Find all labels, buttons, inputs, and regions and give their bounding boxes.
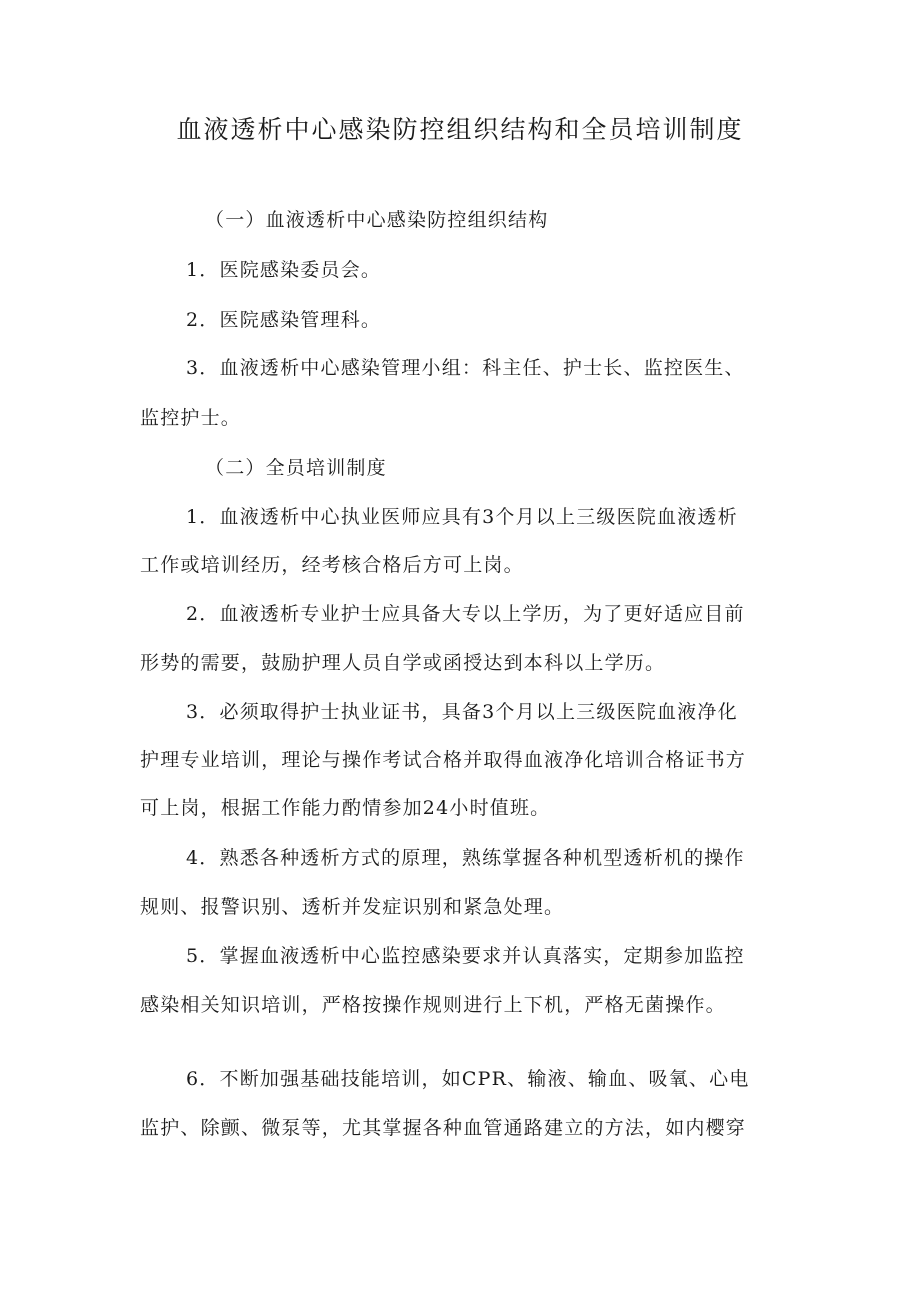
section2-line-12: 6．不断加强基础技能培训，如CPR、输液、输血、吸氧、心电 bbox=[186, 1068, 750, 1090]
section-heading-2: （二）全员培训制度 bbox=[205, 457, 387, 479]
section2-line-6: 护理专业培训，理论与操作考试合格并取得血液净化培训合格证书方 bbox=[140, 749, 747, 771]
section1-item-3-cont: 监控护士。 bbox=[140, 407, 242, 429]
section2-line-3: 2．血液透析专业护士应具备大专以上学历，为了更好适应目前 bbox=[186, 603, 745, 625]
section2-line-9: 规则、报警识别、透析并发症识别和紧急处理。 bbox=[140, 896, 565, 918]
section2-line-11: 感染相关知识培训，严格按操作规则进行上下机，严格无菌操作。 bbox=[140, 994, 726, 1016]
section1-item-2: 2．医院感染管理科。 bbox=[186, 309, 382, 331]
section1-item-1: 1．医院感染委员会。 bbox=[186, 259, 382, 281]
section1-item-3: 3．血液透析中心感染管理小组：科主任、护士长、监控医生、 bbox=[186, 357, 745, 379]
section2-line-7: 可上岗，根据工作能力酌情参加24小时值班。 bbox=[140, 797, 551, 819]
section2-line-13: 监护、除颤、微泵等，尤其掌握各种血管通路建立的方法，如内樱穿 bbox=[140, 1117, 747, 1139]
section2-line-1: 1．血液透析中心执业医师应具有3个月以上三级医院血液透析 bbox=[186, 506, 738, 528]
section2-line-8: 4．熟悉各种透析方式的原理，熟练掌握各种机型透析机的操作 bbox=[186, 847, 745, 869]
document-title: 血液透析中心感染防控组织结构和全员培训制度 bbox=[176, 115, 744, 144]
section-heading-1: （一）血液透析中心感染防控组织结构 bbox=[205, 209, 549, 231]
section2-line-10: 5．掌握血液透析中心监控感染要求并认真落实，定期参加监控 bbox=[186, 945, 745, 967]
section2-line-5: 3．必须取得护士执业证书，具备3个月以上三级医院血液净化 bbox=[186, 701, 738, 723]
section2-line-2: 工作或培训经历，经考核合格后方可上岗。 bbox=[140, 554, 524, 576]
section2-line-4: 形势的需要，鼓励护理人员自学或函授达到本科以上学历。 bbox=[140, 652, 666, 674]
